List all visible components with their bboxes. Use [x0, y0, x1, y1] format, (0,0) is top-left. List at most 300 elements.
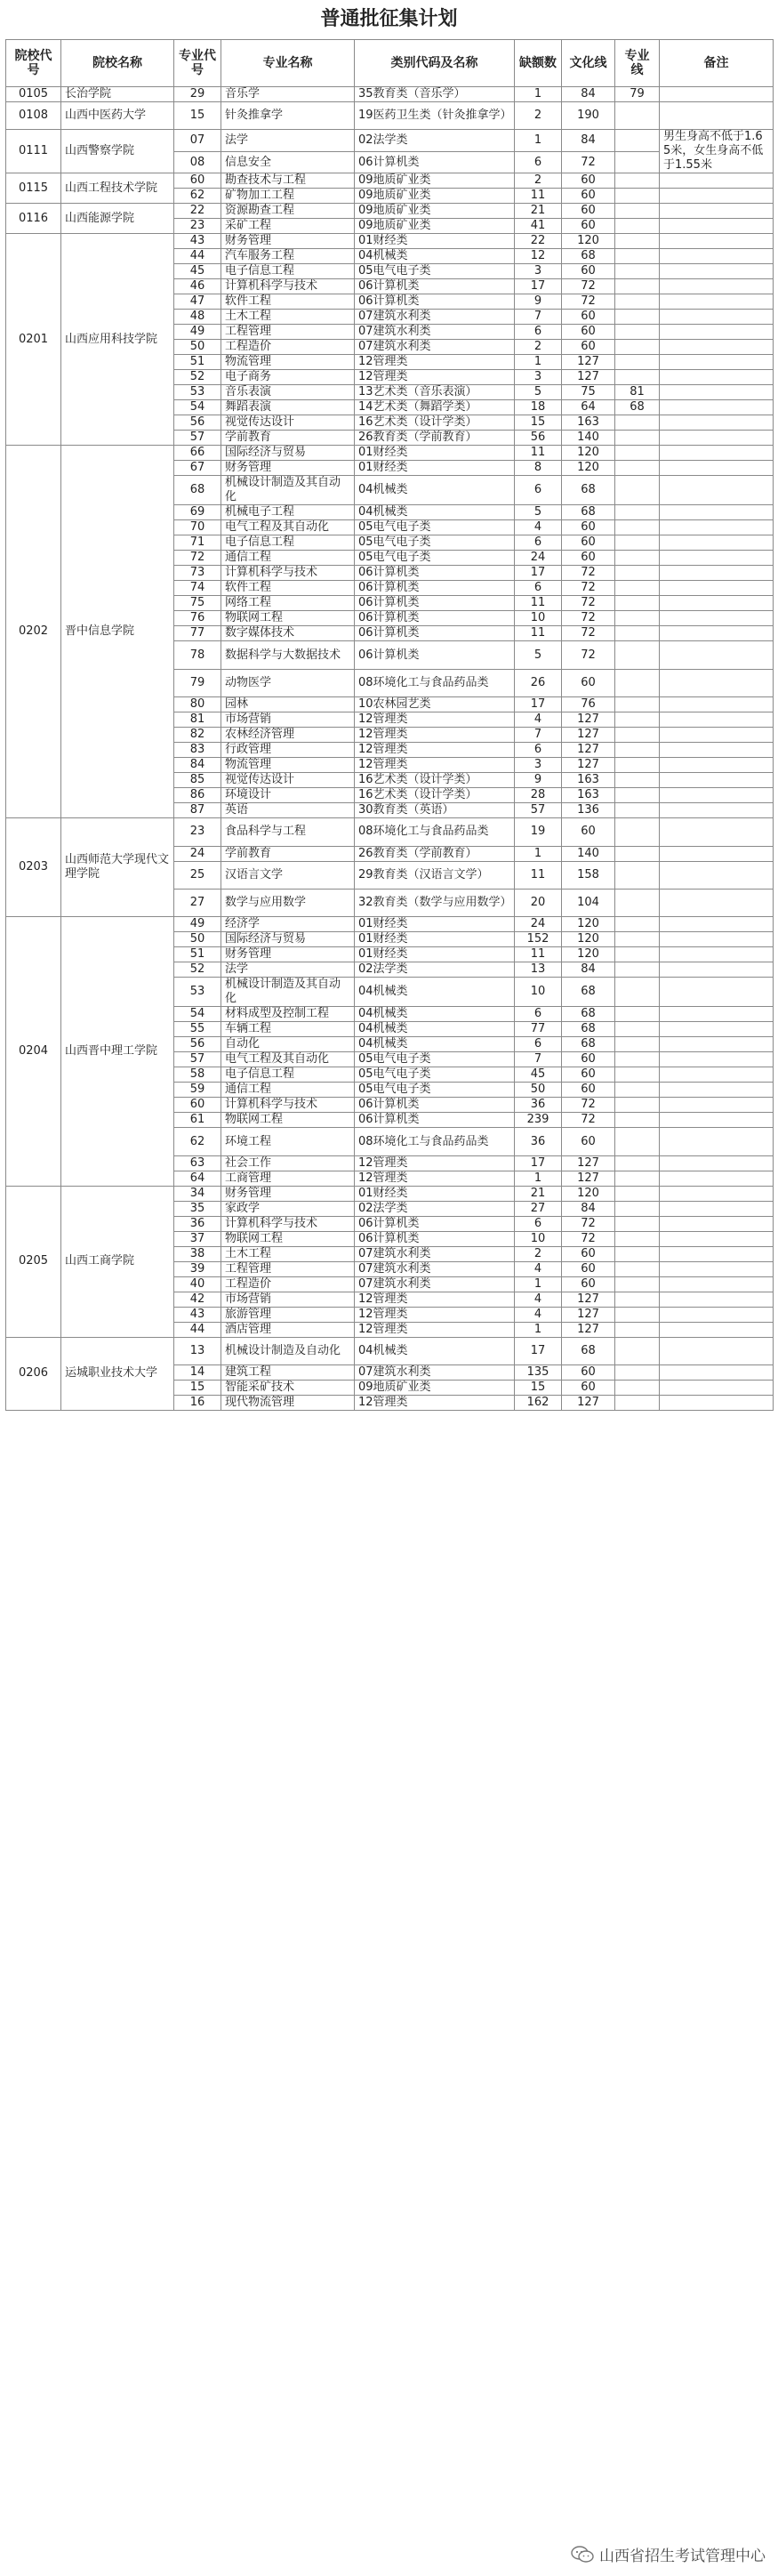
- culture-line-cell: 68: [562, 1037, 615, 1052]
- category-cell: 01财经类: [355, 234, 515, 249]
- profession-line-cell: [615, 279, 660, 294]
- remark-cell: [660, 889, 774, 916]
- profession-line-cell: [615, 611, 660, 626]
- header-major-name: 专业名称: [221, 40, 355, 87]
- major-code-cell: 16: [174, 1396, 221, 1411]
- major-name-cell: 家政学: [221, 1201, 355, 1216]
- major-code-cell: 70: [174, 520, 221, 535]
- vacancy-cell: 6: [515, 535, 562, 551]
- major-code-cell: 76: [174, 611, 221, 626]
- category-cell: 07建筑水利类: [355, 1246, 515, 1261]
- major-name-cell: 学前教育: [221, 431, 355, 446]
- vacancy-cell: 6: [515, 581, 562, 596]
- major-name-cell: 土木工程: [221, 1246, 355, 1261]
- college-name-cell: 山西师范大学现代文理学院: [61, 818, 174, 917]
- vacancy-cell: 2: [515, 1246, 562, 1261]
- category-cell: 06计算机类: [355, 566, 515, 581]
- remark-cell: [660, 219, 774, 234]
- category-cell: 06计算机类: [355, 626, 515, 641]
- major-code-cell: 24: [174, 846, 221, 861]
- vacancy-cell: 1: [515, 1276, 562, 1292]
- category-cell: 06计算机类: [355, 151, 515, 173]
- culture-line-cell: 60: [562, 325, 615, 340]
- vacancy-cell: 3: [515, 264, 562, 279]
- category-cell: 01财经类: [355, 1186, 515, 1201]
- table-row: [6, 173, 774, 189]
- major-name-cell: 计算机科学与技术: [221, 1216, 355, 1231]
- category-cell: 07建筑水利类: [355, 1276, 515, 1292]
- remark-cell: [660, 978, 774, 1007]
- culture-line-cell: 127: [562, 743, 615, 758]
- table-row: [6, 1186, 774, 1201]
- college-name-cell: 山西警察学院: [61, 130, 174, 173]
- major-name-cell: 资源勘查工程: [221, 204, 355, 219]
- culture-line-cell: 72: [562, 1098, 615, 1113]
- culture-line-cell: 136: [562, 803, 615, 818]
- table-row: [6, 1337, 774, 1364]
- vacancy-cell: 4: [515, 1261, 562, 1276]
- major-code-cell: 82: [174, 728, 221, 743]
- profession-line-cell: 79: [615, 87, 660, 102]
- major-name-cell: 市场营销: [221, 712, 355, 728]
- table-row: [6, 446, 774, 461]
- profession-line-cell: [615, 520, 660, 535]
- major-code-cell: 56: [174, 415, 221, 431]
- culture-line-cell: 127: [562, 1322, 615, 1337]
- culture-line-cell: 60: [562, 1128, 615, 1155]
- major-name-cell: 计算机科学与技术: [221, 566, 355, 581]
- major-name-cell: 工程造价: [221, 340, 355, 355]
- vacancy-cell: 1: [515, 846, 562, 861]
- major-name-cell: 数据科学与大数据技术: [221, 641, 355, 669]
- vacancy-cell: 10: [515, 1231, 562, 1246]
- profession-line-cell: [615, 962, 660, 978]
- category-cell: 12管理类: [355, 370, 515, 385]
- vacancy-cell: 2: [515, 102, 562, 130]
- major-name-cell: 电子信息工程: [221, 1067, 355, 1083]
- profession-line-cell: [615, 728, 660, 743]
- remark-cell: [660, 818, 774, 846]
- profession-line-cell: [615, 846, 660, 861]
- remark-cell: [660, 310, 774, 325]
- vacancy-cell: 57: [515, 803, 562, 818]
- culture-line-cell: 120: [562, 932, 615, 947]
- culture-line-cell: 127: [562, 1171, 615, 1186]
- major-name-cell: 财务管理: [221, 1186, 355, 1201]
- category-cell: 12管理类: [355, 743, 515, 758]
- remark-cell: [660, 370, 774, 385]
- profession-line-cell: [615, 340, 660, 355]
- profession-line-cell: [615, 294, 660, 310]
- vacancy-cell: 1: [515, 87, 562, 102]
- major-name-cell: 软件工程: [221, 581, 355, 596]
- profession-line-cell: [615, 1067, 660, 1083]
- college-code-cell: 0111: [6, 130, 61, 173]
- vacancy-cell: 15: [515, 415, 562, 431]
- remark-cell: [660, 87, 774, 102]
- category-cell: 07建筑水利类: [355, 340, 515, 355]
- profession-line-cell: [615, 370, 660, 385]
- remark-cell: [660, 611, 774, 626]
- vacancy-cell: 15: [515, 1381, 562, 1396]
- major-code-cell: 35: [174, 1201, 221, 1216]
- category-cell: 01财经类: [355, 917, 515, 932]
- vacancy-cell: 27: [515, 1201, 562, 1216]
- remark-cell: [660, 1155, 774, 1171]
- culture-line-cell: 60: [562, 669, 615, 696]
- major-name-cell: 行政管理: [221, 743, 355, 758]
- college-code-cell: 0204: [6, 917, 61, 1186]
- culture-line-cell: 140: [562, 846, 615, 861]
- college-code-cell: 0108: [6, 102, 61, 130]
- remark-cell: [660, 712, 774, 728]
- category-cell: 09地质矿业类: [355, 219, 515, 234]
- category-cell: 04机械类: [355, 1022, 515, 1037]
- category-cell: 06计算机类: [355, 611, 515, 626]
- major-name-cell: 针灸推拿学: [221, 102, 355, 130]
- profession-line-cell: [615, 889, 660, 916]
- category-cell: 05电气电子类: [355, 520, 515, 535]
- culture-line-cell: 120: [562, 917, 615, 932]
- remark-cell: [660, 1171, 774, 1186]
- remark-cell: [660, 1098, 774, 1113]
- remark-cell: [660, 861, 774, 889]
- culture-line-cell: 60: [562, 535, 615, 551]
- category-cell: 16艺术类（设计学类）: [355, 415, 515, 431]
- header-major-code: 专业代号: [174, 40, 221, 87]
- profession-line-cell: [615, 1052, 660, 1067]
- profession-line-cell: [615, 476, 660, 505]
- profession-line-cell: [615, 551, 660, 566]
- culture-line-cell: 60: [562, 1067, 615, 1083]
- major-code-cell: 56: [174, 1037, 221, 1052]
- profession-line-cell: [615, 310, 660, 325]
- culture-line-cell: 60: [562, 310, 615, 325]
- category-cell: 12管理类: [355, 1292, 515, 1307]
- remark-cell: [660, 535, 774, 551]
- remark-cell: [660, 581, 774, 596]
- major-name-cell: 计算机科学与技术: [221, 1098, 355, 1113]
- major-code-cell: 85: [174, 773, 221, 788]
- major-name-cell: 财务管理: [221, 461, 355, 476]
- profession-line-cell: 81: [615, 385, 660, 400]
- major-code-cell: 50: [174, 340, 221, 355]
- major-code-cell: 83: [174, 743, 221, 758]
- culture-line-cell: 72: [562, 1216, 615, 1231]
- vacancy-cell: 4: [515, 520, 562, 535]
- table-row: [6, 818, 774, 846]
- profession-line-cell: [615, 1322, 660, 1337]
- major-code-cell: 84: [174, 758, 221, 773]
- category-cell: 19医药卫生类（针灸推拿学）: [355, 102, 515, 130]
- vacancy-cell: 9: [515, 294, 562, 310]
- remark-cell: [660, 596, 774, 611]
- culture-line-cell: 60: [562, 1261, 615, 1276]
- culture-line-cell: 190: [562, 102, 615, 130]
- major-name-cell: 材料成型及控制工程: [221, 1007, 355, 1022]
- culture-line-cell: 120: [562, 1186, 615, 1201]
- remark-cell: [660, 461, 774, 476]
- remark-cell: [660, 626, 774, 641]
- profession-line-cell: [615, 1337, 660, 1364]
- profession-line-cell: [615, 1201, 660, 1216]
- culture-line-cell: 163: [562, 415, 615, 431]
- major-code-cell: 29: [174, 87, 221, 102]
- vacancy-cell: 21: [515, 204, 562, 219]
- vacancy-cell: 28: [515, 788, 562, 803]
- vacancy-cell: 18: [515, 400, 562, 415]
- profession-line-cell: [615, 219, 660, 234]
- vacancy-cell: 17: [515, 1155, 562, 1171]
- vacancy-cell: 152: [515, 932, 562, 947]
- table-row: [6, 234, 774, 249]
- vacancy-cell: 11: [515, 947, 562, 962]
- vacancy-cell: 11: [515, 189, 562, 204]
- culture-line-cell: 68: [562, 505, 615, 520]
- major-code-cell: 43: [174, 1307, 221, 1322]
- vacancy-cell: 5: [515, 385, 562, 400]
- category-cell: 06计算机类: [355, 1098, 515, 1113]
- major-code-cell: 69: [174, 505, 221, 520]
- profession-line-cell: [615, 1261, 660, 1276]
- culture-line-cell: 127: [562, 1292, 615, 1307]
- major-name-cell: 网络工程: [221, 596, 355, 611]
- major-name-cell: 财务管理: [221, 234, 355, 249]
- college-name-cell: 山西能源学院: [61, 204, 174, 234]
- culture-line-cell: 158: [562, 861, 615, 889]
- culture-line-cell: 60: [562, 520, 615, 535]
- vacancy-cell: 11: [515, 446, 562, 461]
- major-name-cell: 物流管理: [221, 355, 355, 370]
- profession-line-cell: [615, 1098, 660, 1113]
- culture-line-cell: 120: [562, 947, 615, 962]
- profession-line-cell: [615, 566, 660, 581]
- category-cell: 05电气电子类: [355, 551, 515, 566]
- category-cell: 08环境化工与食品药品类: [355, 669, 515, 696]
- profession-line-cell: [615, 173, 660, 189]
- vacancy-cell: 19: [515, 818, 562, 846]
- profession-line-cell: [615, 1307, 660, 1322]
- remark-cell: [660, 788, 774, 803]
- vacancy-cell: 4: [515, 712, 562, 728]
- major-code-cell: 53: [174, 978, 221, 1007]
- major-code-cell: 27: [174, 889, 221, 916]
- major-name-cell: 食品科学与工程: [221, 818, 355, 846]
- culture-line-cell: 68: [562, 1007, 615, 1022]
- major-code-cell: 62: [174, 1128, 221, 1155]
- remark-cell: [660, 234, 774, 249]
- vacancy-cell: 135: [515, 1365, 562, 1381]
- profession-line-cell: [615, 1083, 660, 1098]
- category-cell: 05电气电子类: [355, 264, 515, 279]
- college-name-cell: 山西工商学院: [61, 1186, 174, 1337]
- category-cell: 12管理类: [355, 1307, 515, 1322]
- culture-line-cell: 127: [562, 728, 615, 743]
- profession-line-cell: [615, 1396, 660, 1411]
- major-name-cell: 电气工程及其自动化: [221, 520, 355, 535]
- vacancy-cell: 162: [515, 1396, 562, 1411]
- remark-cell: [660, 1037, 774, 1052]
- culture-line-cell: 72: [562, 641, 615, 669]
- remark-cell: [660, 743, 774, 758]
- remark-cell: [660, 400, 774, 415]
- category-cell: 12管理类: [355, 1155, 515, 1171]
- major-code-cell: 49: [174, 325, 221, 340]
- major-name-cell: 法学: [221, 130, 355, 152]
- major-name-cell: 机械电子工程: [221, 505, 355, 520]
- category-cell: 01财经类: [355, 932, 515, 947]
- vacancy-cell: 1: [515, 355, 562, 370]
- category-cell: 09地质矿业类: [355, 1381, 515, 1396]
- remark-cell: [660, 385, 774, 400]
- profession-line-cell: [615, 1155, 660, 1171]
- culture-line-cell: 84: [562, 130, 615, 152]
- vacancy-cell: 10: [515, 978, 562, 1007]
- table-header-row: [6, 40, 774, 87]
- vacancy-cell: 1: [515, 130, 562, 152]
- remark-cell: [660, 1307, 774, 1322]
- vacancy-cell: 6: [515, 1216, 562, 1231]
- culture-line-cell: 127: [562, 1155, 615, 1171]
- table-row: [6, 917, 774, 932]
- major-code-cell: 66: [174, 446, 221, 461]
- profession-line-cell: [615, 535, 660, 551]
- remark-cell: [660, 279, 774, 294]
- vacancy-cell: 77: [515, 1022, 562, 1037]
- major-name-cell: 环境设计: [221, 788, 355, 803]
- profession-line-cell: [615, 1113, 660, 1128]
- vacancy-cell: 11: [515, 861, 562, 889]
- remark-cell: [660, 1365, 774, 1381]
- category-cell: 02法学类: [355, 1201, 515, 1216]
- remark-cell: [660, 551, 774, 566]
- remark-cell: [660, 431, 774, 446]
- remark-cell: [660, 846, 774, 861]
- college-name-cell: 山西中医药大学: [61, 102, 174, 130]
- culture-line-cell: 84: [562, 1201, 615, 1216]
- major-code-cell: 77: [174, 626, 221, 641]
- major-code-cell: 64: [174, 1171, 221, 1186]
- header-vacancy: 缺额数: [515, 40, 562, 87]
- remark-cell: [660, 102, 774, 130]
- remark-cell: [660, 697, 774, 712]
- vacancy-cell: 3: [515, 370, 562, 385]
- profession-line-cell: [615, 818, 660, 846]
- culture-line-cell: 60: [562, 1276, 615, 1292]
- vacancy-cell: 20: [515, 889, 562, 916]
- profession-line-cell: [615, 1037, 660, 1052]
- major-name-cell: 法学: [221, 962, 355, 978]
- profession-line-cell: [615, 415, 660, 431]
- vacancy-cell: 1: [515, 1171, 562, 1186]
- major-name-cell: 土木工程: [221, 310, 355, 325]
- major-name-cell: 汉语言文学: [221, 861, 355, 889]
- remark-cell: [660, 204, 774, 219]
- category-cell: 01财经类: [355, 461, 515, 476]
- major-name-cell: 电子商务: [221, 370, 355, 385]
- major-code-cell: 61: [174, 1113, 221, 1128]
- vacancy-cell: 9: [515, 773, 562, 788]
- college-code-cell: 0205: [6, 1186, 61, 1337]
- category-cell: 13艺术类（音乐表演）: [355, 385, 515, 400]
- profession-line-cell: [615, 189, 660, 204]
- major-name-cell: 工程造价: [221, 1276, 355, 1292]
- category-cell: 06计算机类: [355, 1216, 515, 1231]
- culture-line-cell: 104: [562, 889, 615, 916]
- major-code-cell: 52: [174, 962, 221, 978]
- profession-line-cell: [615, 1171, 660, 1186]
- major-name-cell: 电子信息工程: [221, 535, 355, 551]
- culture-line-cell: 120: [562, 461, 615, 476]
- page-title: 普通批征集计划: [320, 8, 458, 30]
- major-code-cell: 57: [174, 431, 221, 446]
- profession-line-cell: [615, 355, 660, 370]
- profession-line-cell: [615, 1186, 660, 1201]
- vacancy-cell: 24: [515, 917, 562, 932]
- major-code-cell: 87: [174, 803, 221, 818]
- remark-cell: [660, 1381, 774, 1396]
- major-code-cell: 75: [174, 596, 221, 611]
- culture-line-cell: 127: [562, 1396, 615, 1411]
- major-name-cell: 农林经济管理: [221, 728, 355, 743]
- profession-line-cell: [615, 1128, 660, 1155]
- category-cell: 06计算机类: [355, 641, 515, 669]
- major-name-cell: 机械设计制造及自动化: [221, 1337, 355, 1364]
- major-code-cell: 22: [174, 204, 221, 219]
- header-profession-line: 专业线: [615, 40, 660, 87]
- category-cell: 04机械类: [355, 978, 515, 1007]
- table-row: [6, 102, 774, 130]
- culture-line-cell: 60: [562, 189, 615, 204]
- major-code-cell: 71: [174, 535, 221, 551]
- major-name-cell: 通信工程: [221, 1083, 355, 1098]
- table-row: [6, 87, 774, 102]
- vacancy-cell: 8: [515, 461, 562, 476]
- major-name-cell: 动物医学: [221, 669, 355, 696]
- profession-line-cell: [615, 978, 660, 1007]
- culture-line-cell: 60: [562, 173, 615, 189]
- major-name-cell: 音乐表演: [221, 385, 355, 400]
- remark-cell: [660, 669, 774, 696]
- college-name-cell: 山西工程技术学院: [61, 173, 174, 204]
- profession-line-cell: [615, 712, 660, 728]
- vacancy-cell: 5: [515, 505, 562, 520]
- remark-cell: [660, 189, 774, 204]
- remark-cell: [660, 249, 774, 264]
- header-category: 类别代码及名称: [355, 40, 515, 87]
- vacancy-cell: 6: [515, 1007, 562, 1022]
- profession-line-cell: [615, 151, 660, 173]
- profession-line-cell: [615, 249, 660, 264]
- remark-cell: [660, 1113, 774, 1128]
- category-cell: 14艺术类（舞蹈学类）: [355, 400, 515, 415]
- profession-line-cell: [615, 1007, 660, 1022]
- major-code-cell: 48: [174, 310, 221, 325]
- remark-cell: [660, 641, 774, 669]
- major-name-cell: 园林: [221, 697, 355, 712]
- profession-line-cell: 68: [615, 400, 660, 415]
- category-cell: 05电气电子类: [355, 1052, 515, 1067]
- major-code-cell: 36: [174, 1216, 221, 1231]
- vacancy-cell: 7: [515, 728, 562, 743]
- culture-line-cell: 127: [562, 758, 615, 773]
- category-cell: 12管理类: [355, 355, 515, 370]
- major-code-cell: 52: [174, 370, 221, 385]
- major-name-cell: 智能采矿技术: [221, 1381, 355, 1396]
- culture-line-cell: 68: [562, 978, 615, 1007]
- major-name-cell: 环境工程: [221, 1128, 355, 1155]
- culture-line-cell: 84: [562, 962, 615, 978]
